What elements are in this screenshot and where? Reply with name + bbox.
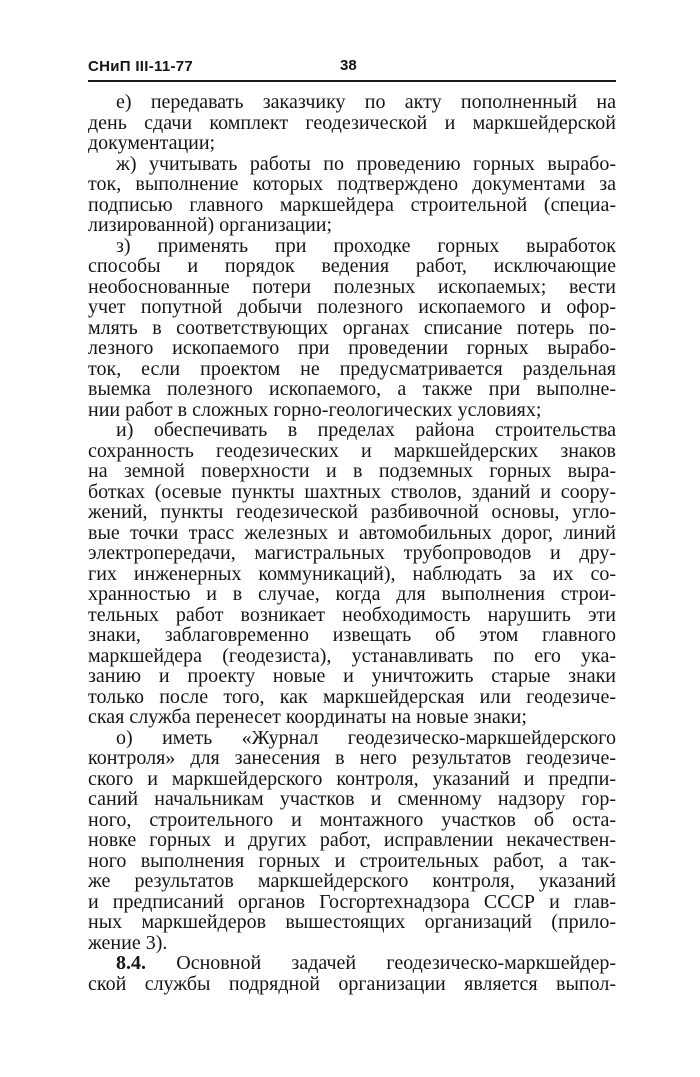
text-line: саний начальникам участков и сменному надзору гор- <box>88 788 616 810</box>
paragraph-item-i <box>88 420 616 728</box>
section-number: 8.4. <box>116 952 146 974</box>
text-line: ж) учитывать работы по проведению горных вырабо- <box>116 152 616 175</box>
text-line: ского и маркшейдерского контроля, указаний и предпи- <box>88 767 616 790</box>
text-line: подписью главного маркшейдера строительной (специа- <box>88 193 616 216</box>
text-line: только после того, как маркшейдерская или геодезиче- <box>88 685 616 708</box>
text-line: новке горных и других работ, исправлении некачествен- <box>88 829 616 851</box>
page-header <box>88 52 616 82</box>
document-code: СНиП III-11-77 <box>88 58 194 75</box>
text-line: необоснованные потери полезных ископаемых; вести <box>88 275 616 298</box>
text-line: и) обеспечивать в пределах района строительства <box>116 419 616 441</box>
text-line: лизированной) организации; <box>88 214 333 236</box>
text-line: документации; <box>88 132 216 154</box>
text-line: ская служба перенесет координаты на новые знаки; <box>88 706 527 728</box>
paragraph-item-o <box>88 728 616 954</box>
text-line: способы и порядок ведения работ, исключающие <box>88 255 616 277</box>
paragraph-item-zh <box>88 154 616 236</box>
text-line: тельных работ возникает необходимость нарушить эти <box>88 603 616 626</box>
text-line: сохранность геодезических и маркшейдерских знаков <box>88 439 616 462</box>
paragraph-item-z <box>88 236 616 421</box>
text-line: ток, если проектом не предусматривается раздельная <box>88 357 616 380</box>
text-line: выемка полезного ископаемого, а также при выполне- <box>88 378 616 400</box>
text-line: ного, строительного и монтажного участков об оста- <box>88 808 616 831</box>
text-line: день сдачи комплект геодезической и маркшейдерской <box>88 111 616 134</box>
text-line: знаки, заблаговременно извещать об этом главного <box>88 624 616 646</box>
paragraph-item-e <box>88 92 616 154</box>
paragraph-list <box>88 92 616 953</box>
section-8-4-text: Основной задачей геодезическо-маркшейдер- <box>176 952 616 974</box>
text-line: маркшейдера (геодезиста), устанавливать по его ука- <box>88 644 616 667</box>
text-line: и предписаний органов Госгортехнадзора СССР и глав- <box>88 890 616 913</box>
text-line: е) передавать заказчику по акту пополненный на <box>116 91 616 113</box>
text-line: учет попутной добычи полезного ископаемого и офор- <box>88 296 616 318</box>
text-line: ток, выполнение которых подтверждено документами за <box>88 173 616 195</box>
body-text <box>88 92 616 994</box>
text-line: млять в соответствующих органах списание потерь по- <box>88 316 616 339</box>
text-line: на земной поверхности и в подземных горных выра- <box>88 460 616 482</box>
text-line: з) применять при проходке горных выработок <box>116 234 616 257</box>
text-line: хранностью и в случае, когда для выполнения строи- <box>88 583 616 605</box>
text-line: вые точки трасс железных и автомобильных дорог, линий <box>88 521 616 544</box>
section-8-4-line-1 <box>88 953 616 974</box>
section-8-4-line-2: ской службы подрядной организации является выпол- <box>88 972 616 995</box>
text-line: ного выполнения горных и строительных работ, а так- <box>88 849 616 872</box>
text-line: жение 3). <box>88 931 168 954</box>
text-line: жений, пункты геодезической разбивочной основы, угло- <box>88 501 616 523</box>
text-line: ботках (осевые пункты шахтных стволов, зданий и соору- <box>88 480 616 503</box>
text-line: лезного ископаемого при проведении горных вырабо- <box>88 337 616 359</box>
text-line: гих инженерных коммуникаций), наблюдать за их со- <box>88 562 616 585</box>
text-line: нии работ в сложных горно-геологических условиях; <box>88 398 542 421</box>
text-line: электропередачи, магистральных трубопроводов и дру- <box>88 542 616 564</box>
text-line: ных маркшейдеров вышестоящих организаций (прило- <box>88 911 616 933</box>
section-8-4-paragraph <box>88 953 616 994</box>
text-line: о) иметь «Журнал геодезическо-маркшейдерского <box>116 726 616 749</box>
text-line: контроля» для занесения в него результатов геодезиче- <box>88 747 616 769</box>
text-line: занию и проекту новые и уничтожить старые знаки <box>88 665 616 687</box>
text-line: же результатов маркшейдерского контроля, указаний <box>88 870 616 892</box>
page-number: 38 <box>340 57 357 74</box>
